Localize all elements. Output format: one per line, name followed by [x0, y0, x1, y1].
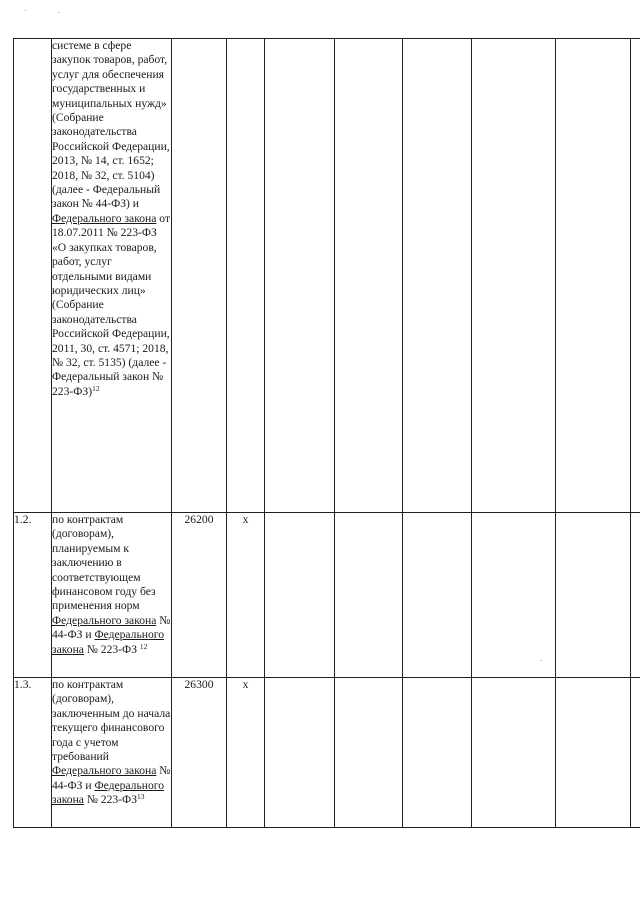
row-number: 1.3.: [14, 678, 52, 828]
empty-cell: [631, 678, 640, 828]
law-reference-link: Федерального закона: [52, 778, 165, 807]
footnote-ref: 12: [92, 383, 100, 393]
empty-cell: [631, 39, 640, 513]
row-description: [52, 39, 172, 513]
row-number: 1.2.: [14, 513, 52, 678]
scan-speck: [25, 10, 26, 11]
empty-cell: [472, 678, 556, 828]
empty-cell: [403, 39, 472, 513]
footnote-ref: 12: [139, 641, 148, 651]
text-segment: от 18.07.2011 № 223-ФЗ «О закупках товаров, работ, услуг отдельными видами юридических лиц» (Собрание законодательства Российской Федерации, 2011, 30, ст. 4571; 2018, № 32, ст. 5135) (далее - Федеральный закон № 223-ФЗ): [52, 211, 171, 398]
row-code: 26200: [172, 513, 227, 678]
empty-cell: [403, 678, 472, 828]
scan-speck: [58, 12, 59, 13]
empty-cell: [556, 513, 631, 678]
empty-cell: [265, 513, 335, 678]
table-row: [14, 678, 640, 828]
law-reference-link: Федерального закона: [52, 628, 165, 656]
empty-cell: [335, 678, 403, 828]
empty-cell: [403, 513, 472, 678]
budget-table: [13, 38, 640, 828]
row-mark: x: [227, 678, 265, 828]
empty-cell: [335, 513, 403, 678]
text-segment: по контрактам (договорам), планируемым к заключению в соответствующем финансовом году без применения норм: [52, 513, 156, 613]
row-description: [52, 678, 172, 828]
empty-cell: [265, 678, 335, 828]
empty-cell: [556, 39, 631, 513]
table-row: [14, 39, 640, 513]
law-reference-link: Федерального закона: [52, 613, 157, 627]
law-reference-link: Федерального закона: [52, 764, 157, 778]
row-number: [14, 39, 52, 513]
text-segment: № 223-ФЗ: [83, 642, 140, 656]
law-reference-link: Федерального закона: [52, 211, 157, 225]
row-code: 26300: [172, 678, 227, 828]
text-segment: по контрактам (договорам), заключенным до начала текущего финансового года с учетом требований: [52, 678, 171, 764]
row-mark: [227, 39, 265, 513]
empty-cell: [472, 513, 556, 678]
text-segment: системе в сфере закупок товаров, работ, услуг для обеспечения государственных и муниципальных нужд» (Собрание законодательства Российской Федерации, 2013, № 14, ст. 1652; 2018, № 32, ст. 5104) (далее - Федеральный закон № 44-ФЗ) и: [52, 39, 170, 211]
empty-cell: [472, 39, 556, 513]
row-description: [52, 513, 172, 678]
text-segment: № 44-ФЗ и: [52, 613, 171, 642]
empty-cell: [556, 678, 631, 828]
text-segment: № 44-ФЗ и: [52, 764, 171, 792]
empty-cell: [335, 39, 403, 513]
row-code: [172, 39, 227, 513]
footnote-ref: 13: [137, 792, 145, 802]
table-row: [14, 513, 640, 678]
row-mark: x: [227, 513, 265, 678]
empty-cell: [631, 513, 640, 678]
text-segment: № 223-ФЗ: [83, 793, 137, 807]
empty-cell: [265, 39, 335, 513]
